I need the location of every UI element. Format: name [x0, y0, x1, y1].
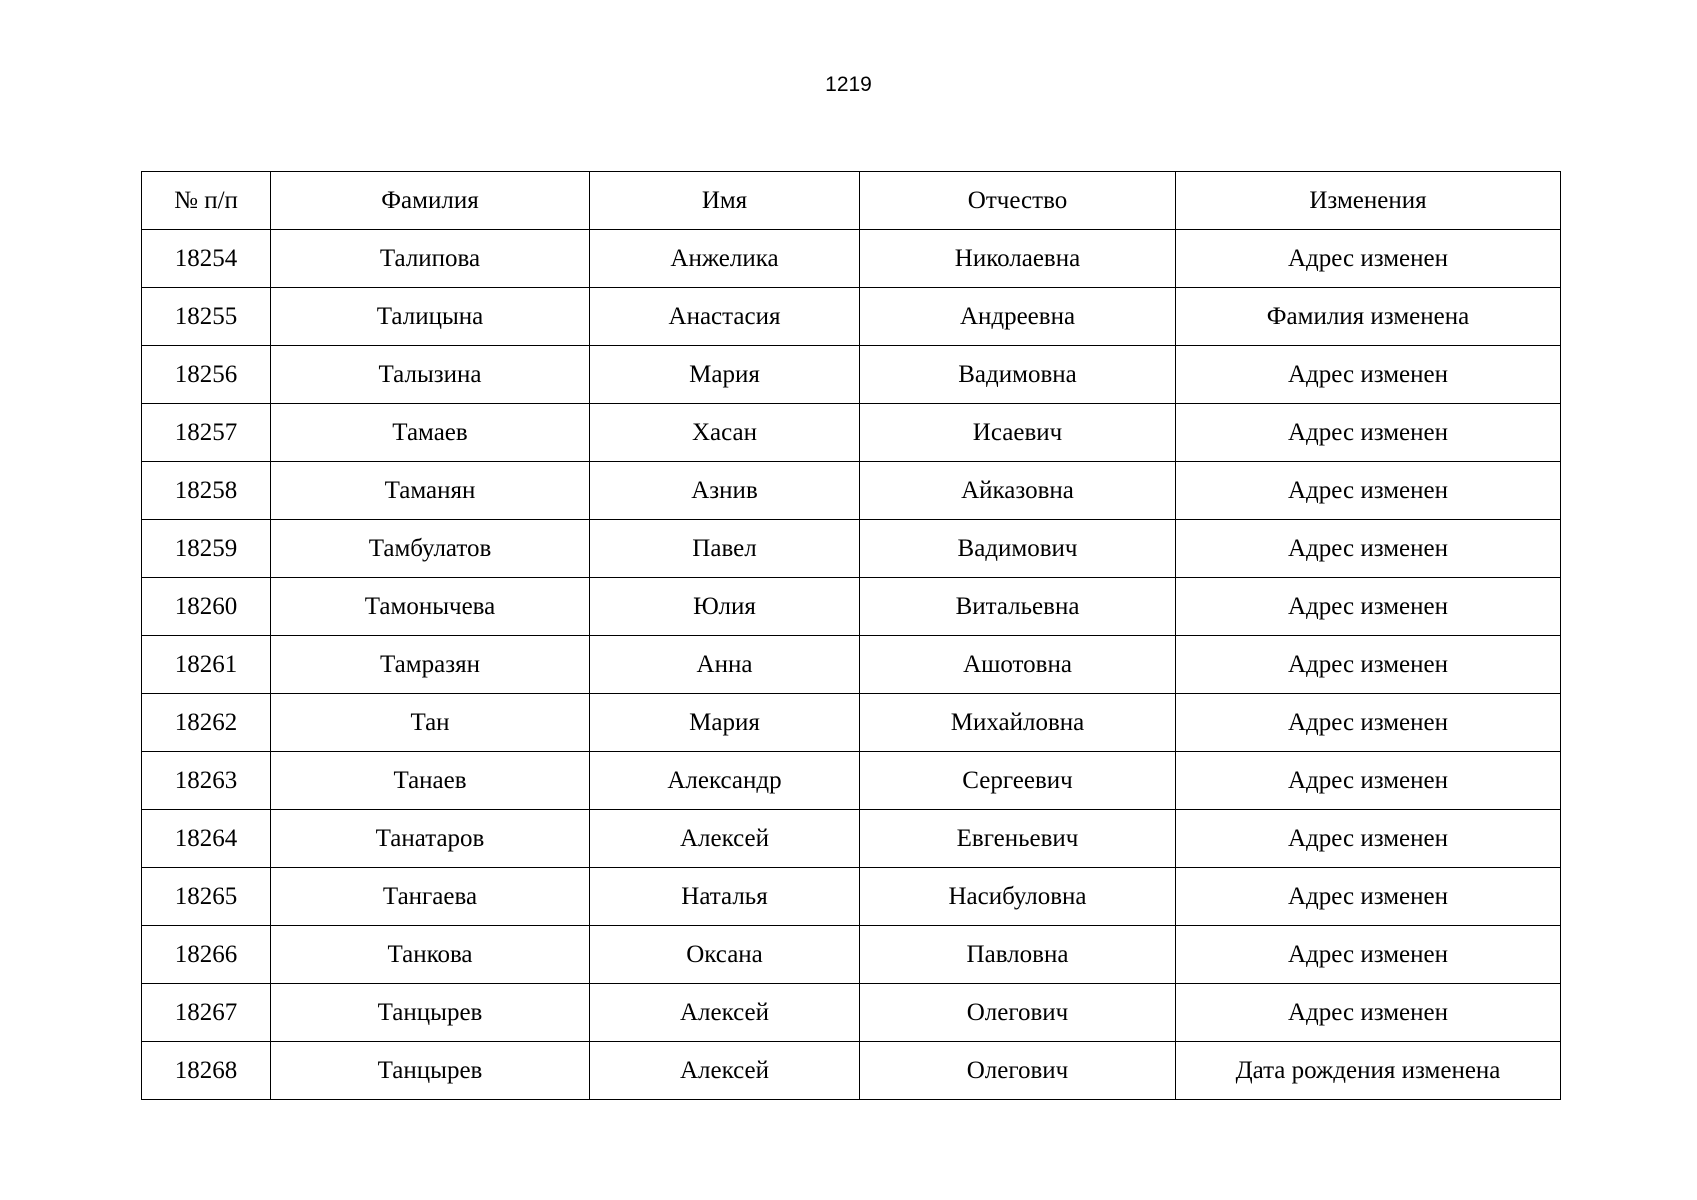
cell-changes: Адрес изменен [1176, 230, 1561, 288]
cell-patronymic: Айказовна [860, 462, 1176, 520]
cell-last-name: Танаев [271, 752, 590, 810]
cell-number: 18267 [142, 984, 271, 1042]
header-number: № п/п [142, 172, 271, 230]
cell-patronymic: Павловна [860, 926, 1176, 984]
cell-last-name: Тангаева [271, 868, 590, 926]
header-first-name: Имя [590, 172, 860, 230]
header-last-name: Фамилия [271, 172, 590, 230]
cell-number: 18261 [142, 636, 271, 694]
cell-changes: Адрес изменен [1176, 578, 1561, 636]
cell-changes: Дата рождения изменена [1176, 1042, 1561, 1100]
cell-number: 18258 [142, 462, 271, 520]
cell-changes: Адрес изменен [1176, 810, 1561, 868]
cell-changes: Адрес изменен [1176, 984, 1561, 1042]
cell-changes: Адрес изменен [1176, 346, 1561, 404]
cell-first-name: Хасан [590, 404, 860, 462]
cell-patronymic: Николаевна [860, 230, 1176, 288]
table-row [142, 636, 1561, 694]
cell-patronymic: Олегович [860, 984, 1176, 1042]
cell-number: 18265 [142, 868, 271, 926]
table-row [142, 810, 1561, 868]
cell-first-name: Юлия [590, 578, 860, 636]
cell-last-name: Тамаев [271, 404, 590, 462]
table-row [142, 578, 1561, 636]
table-row [142, 1042, 1561, 1100]
cell-patronymic: Исаевич [860, 404, 1176, 462]
cell-changes: Адрес изменен [1176, 694, 1561, 752]
cell-number: 18256 [142, 346, 271, 404]
cell-patronymic: Сергеевич [860, 752, 1176, 810]
cell-changes: Адрес изменен [1176, 636, 1561, 694]
page-number: 1219 [825, 73, 872, 96]
cell-changes: Адрес изменен [1176, 752, 1561, 810]
cell-first-name: Анна [590, 636, 860, 694]
table-row [142, 462, 1561, 520]
cell-last-name: Танцырев [271, 984, 590, 1042]
cell-number: 18262 [142, 694, 271, 752]
cell-last-name: Тамразян [271, 636, 590, 694]
cell-number: 18263 [142, 752, 271, 810]
cell-first-name: Алексей [590, 984, 860, 1042]
cell-first-name: Азнив [590, 462, 860, 520]
cell-patronymic: Ашотовна [860, 636, 1176, 694]
table-row [142, 926, 1561, 984]
cell-last-name: Талицына [271, 288, 590, 346]
table-row [142, 230, 1561, 288]
cell-number: 18255 [142, 288, 271, 346]
registry-table [141, 171, 1561, 1100]
cell-number: 18260 [142, 578, 271, 636]
table-header [142, 172, 1561, 230]
cell-patronymic: Насибуловна [860, 868, 1176, 926]
table-body [142, 230, 1561, 1100]
cell-patronymic: Андреевна [860, 288, 1176, 346]
cell-first-name: Алексей [590, 810, 860, 868]
cell-first-name: Наталья [590, 868, 860, 926]
cell-last-name: Тан [271, 694, 590, 752]
table-row [142, 520, 1561, 578]
header-changes: Изменения [1176, 172, 1561, 230]
cell-patronymic: Витальевна [860, 578, 1176, 636]
cell-number: 18257 [142, 404, 271, 462]
table-row [142, 694, 1561, 752]
header-patronymic: Отчество [860, 172, 1176, 230]
cell-changes: Адрес изменен [1176, 520, 1561, 578]
header-row [142, 172, 1561, 230]
table-row [142, 752, 1561, 810]
cell-last-name: Талызина [271, 346, 590, 404]
cell-number: 18259 [142, 520, 271, 578]
cell-first-name: Павел [590, 520, 860, 578]
cell-patronymic: Олегович [860, 1042, 1176, 1100]
cell-first-name: Анастасия [590, 288, 860, 346]
cell-first-name: Оксана [590, 926, 860, 984]
cell-changes: Адрес изменен [1176, 404, 1561, 462]
cell-first-name: Алексей [590, 1042, 860, 1100]
cell-last-name: Танатаров [271, 810, 590, 868]
cell-changes: Фамилия изменена [1176, 288, 1561, 346]
table-row [142, 404, 1561, 462]
cell-first-name: Александр [590, 752, 860, 810]
table-row [142, 288, 1561, 346]
cell-changes: Адрес изменен [1176, 462, 1561, 520]
cell-last-name: Таманян [271, 462, 590, 520]
cell-patronymic: Евгеньевич [860, 810, 1176, 868]
table-row [142, 984, 1561, 1042]
cell-first-name: Мария [590, 346, 860, 404]
cell-changes: Адрес изменен [1176, 868, 1561, 926]
cell-patronymic: Михайловна [860, 694, 1176, 752]
cell-last-name: Танцырев [271, 1042, 590, 1100]
cell-number: 18268 [142, 1042, 271, 1100]
cell-last-name: Талипова [271, 230, 590, 288]
cell-last-name: Тамбулатов [271, 520, 590, 578]
cell-first-name: Мария [590, 694, 860, 752]
table-row [142, 868, 1561, 926]
cell-last-name: Танкова [271, 926, 590, 984]
cell-changes: Адрес изменен [1176, 926, 1561, 984]
cell-number: 18266 [142, 926, 271, 984]
cell-number: 18264 [142, 810, 271, 868]
cell-first-name: Анжелика [590, 230, 860, 288]
cell-patronymic: Вадимовна [860, 346, 1176, 404]
cell-patronymic: Вадимович [860, 520, 1176, 578]
cell-number: 18254 [142, 230, 271, 288]
table-row [142, 346, 1561, 404]
cell-last-name: Тамонычева [271, 578, 590, 636]
